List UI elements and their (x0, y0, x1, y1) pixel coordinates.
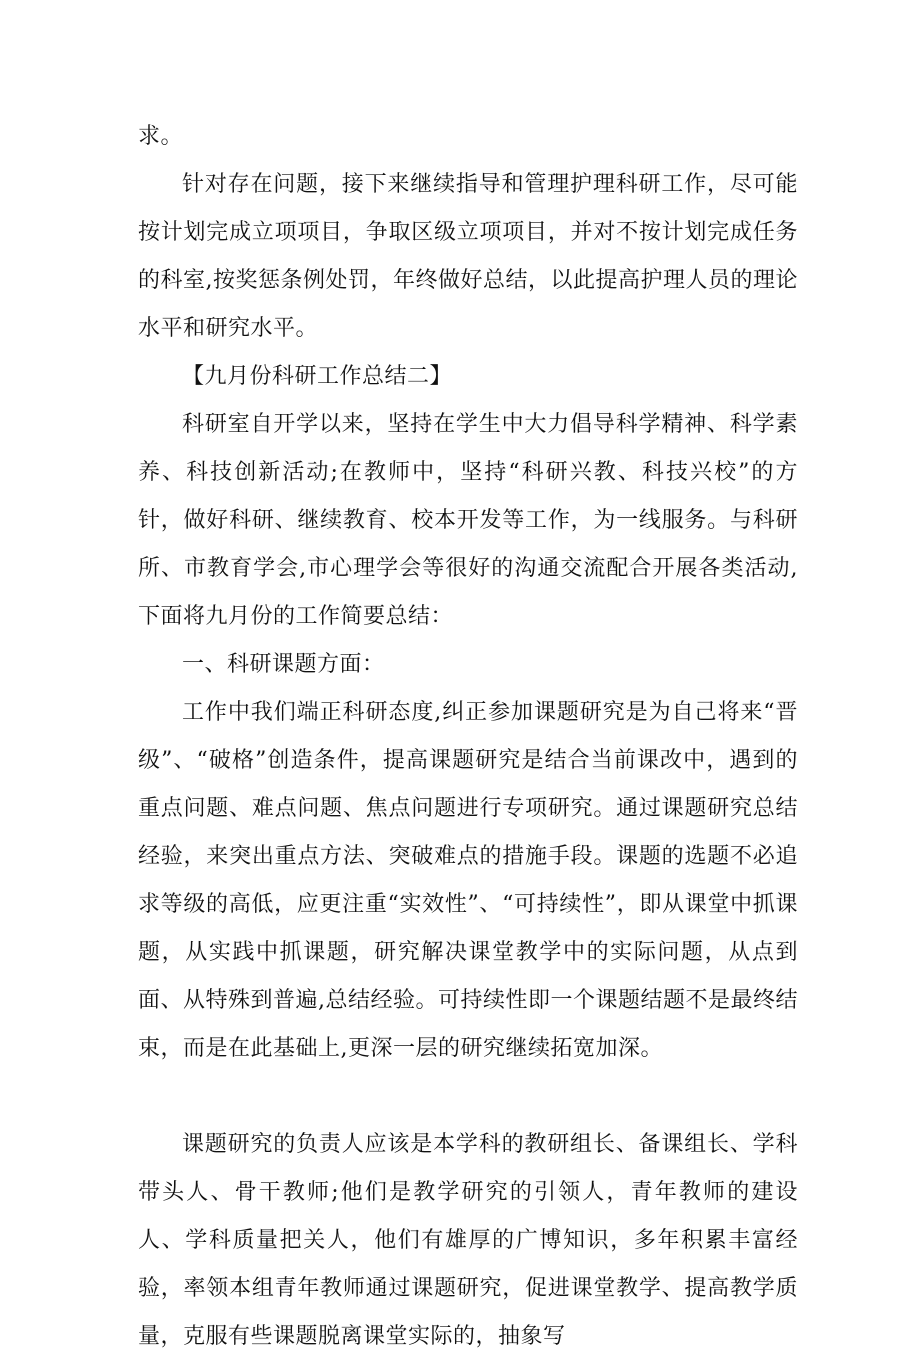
document-body (138, 113, 798, 1361)
paragraph-next-steps: 针对存在问题，接下来继续指导和管理护理科研工作，尽可能按计划完成立项项目，争取区级立项项目，并对不按计划完成任务的科室,按奖惩条例处罚，年终做好总结，以此提高护理人员的理论水平和研究水平。 (138, 172, 798, 341)
paragraph-research-attitude: 工作中我们端正科研态度,纠正参加课题研究是为自己将来“晋级”、“破格”创造条件，提高课题研究是结合当前课改中，遇到的重点问题、难点问题、焦点问题进行专项研究。通过课题研究总结经验，来突出重点方法、突破难点的措施手段。课题的选题不必追求等级的高低，应更注重“实效性”、“可持续性”，即从课堂中抓课题，从实践中抓课题，研究解决课堂教学中的实际问题，从点到面、从特殊到普遍,总结经验。可持续性即一个课题结题不是最终结束，而是在此基础上,更深一层的研究继续拓宽加深。 (138, 700, 798, 1061)
paragraph-continuation: 求。 (138, 124, 184, 149)
subsection-heading: 一、科研课题方面： (182, 652, 385, 677)
paragraph-intro: 科研室自开学以来，坚持在学生中大力倡导科学精神、科学素养、科技创新活动;在教师中，坚持“科研兴教、科技兴校”的方针，做好科研、继续教育、校本开发等工作，为一线服务。与科研所、市教育学会,市心理学会等很好的沟通交流配合开展各类活动,下面将九月份的工作简要总结： (138, 412, 798, 629)
paragraph-project-leaders: 课题研究的负责人应该是本学科的教研组长、备课组长、学科带头人、骨干教师;他们是教学研究的引领人，青年教师的建设人、学科质量把关人，他们有雄厚的广博知识，多年积累丰富经验，率领本组青年教师通过课题研究，促进课堂教学、提高教学质量，克服有些课题脱离课堂实际的，抽象写 (138, 1132, 798, 1349)
section-heading: 【九月份科研工作总结二】 (182, 364, 453, 389)
